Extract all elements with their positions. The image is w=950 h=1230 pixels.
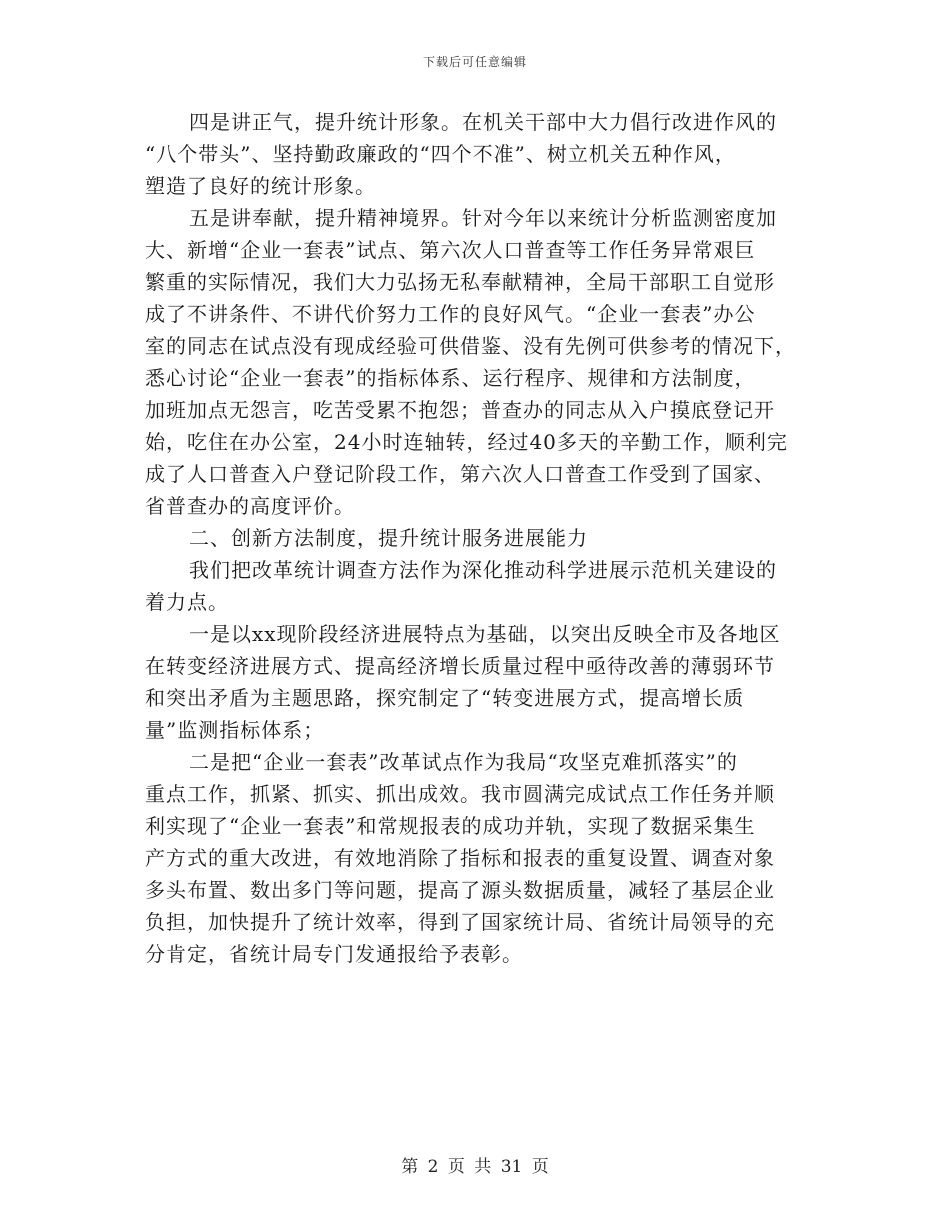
page-header: 下载后可任意编辑 [422, 55, 527, 69]
paragraph-line: 产方式的重大改进，有效地消除了指标和报表的重复设置、调查对象 [145, 846, 775, 870]
paragraph-line: 省普查办的高度评价。 [145, 494, 355, 518]
section-heading: 二、创新方法制度，提升统计服务进展能力 [189, 526, 588, 550]
paragraph-line: 四是讲正气，提升统计形象。在机关干部中大力倡行改进作风的 [189, 110, 777, 134]
paragraph-line: 重点工作，抓紧、抓实、抓出成效。我市圆满完成试点工作任务并顺 [145, 782, 775, 806]
paragraph-line: 成了人口普查入户登记阶段工作，第六次人口普查工作受到了国家、 [145, 462, 775, 486]
paragraph-line: 室的同志在试点没有现成经验可供借鉴、没有先例可供参考的情况下， [145, 334, 796, 358]
paragraph-line: 量”监测指标体系； [145, 718, 325, 742]
paragraph-line: 在转变经济进展方式、提高经济增长质量过程中亟待改善的薄弱环节 [145, 654, 775, 678]
paragraph-line: 一是以xx现阶段经济进展特点为基础，以突出反映全市及各地区 [189, 622, 781, 646]
paragraph-line: 和突出矛盾为主题思路，探究制定了“转变进展方式，提高增长质 [145, 686, 745, 710]
paragraph-line: 繁重的实际情况，我们大力弘扬无私奉献精神，全局干部职工自觉形 [145, 270, 775, 294]
paragraph-line: 始，吃住在办公室，24小时连轴转，经过40多天的辛勤工作，顺利完 [145, 430, 788, 454]
paragraph-line: 负担，加快提升了统计效率，得到了国家统计局、省统计局领导的充 [145, 910, 775, 934]
paragraph-line: “八个带头”、坚持勤政廉政的“四个不准”、树立机关五种作风， [145, 142, 736, 166]
document-body [145, 107, 805, 970]
paragraph-line: 分肯定，省统计局专门发通报给予表彰。 [145, 942, 523, 966]
paragraph-line: 悉心讨论“企业一套表”的指标体系、运行程序、规律和方法制度， [145, 366, 756, 390]
paragraph-line: 大、新增“企业一套表”试点、第六次人口普查等工作任务异常艰巨 [145, 238, 756, 262]
paragraph-line: 我们把改革统计调查方法作为深化推动科学进展示范机关建设的 [189, 558, 777, 582]
page-number: 第 2 页 共 31 页 [401, 1157, 549, 1177]
paragraph-line: 利实现了“企业一套表”和常规报表的成功并轨，实现了数据采集生 [145, 814, 756, 838]
paragraph-line: 二是把“企业一套表”改革试点作为我局“攻坚克难抓落实”的 [189, 750, 738, 774]
paragraph-line: 多头布置、数出多门等问题，提高了源头数据质量，减轻了基层企业 [145, 878, 775, 902]
paragraph-line: 成了不讲条件、不讲代价努力工作的良好风气。“企业一套表”办公 [145, 302, 756, 326]
paragraph-line: 塑造了良好的统计形象。 [145, 174, 376, 198]
paragraph-line: 着力点。 [145, 590, 229, 614]
paragraph-line: 五是讲奉献，提升精神境界。针对今年以来统计分析监测密度加 [189, 206, 777, 230]
paragraph-line: 加班加点无怨言，吃苦受累不抱怨；普查办的同志从入户摸底登记开 [145, 398, 775, 422]
